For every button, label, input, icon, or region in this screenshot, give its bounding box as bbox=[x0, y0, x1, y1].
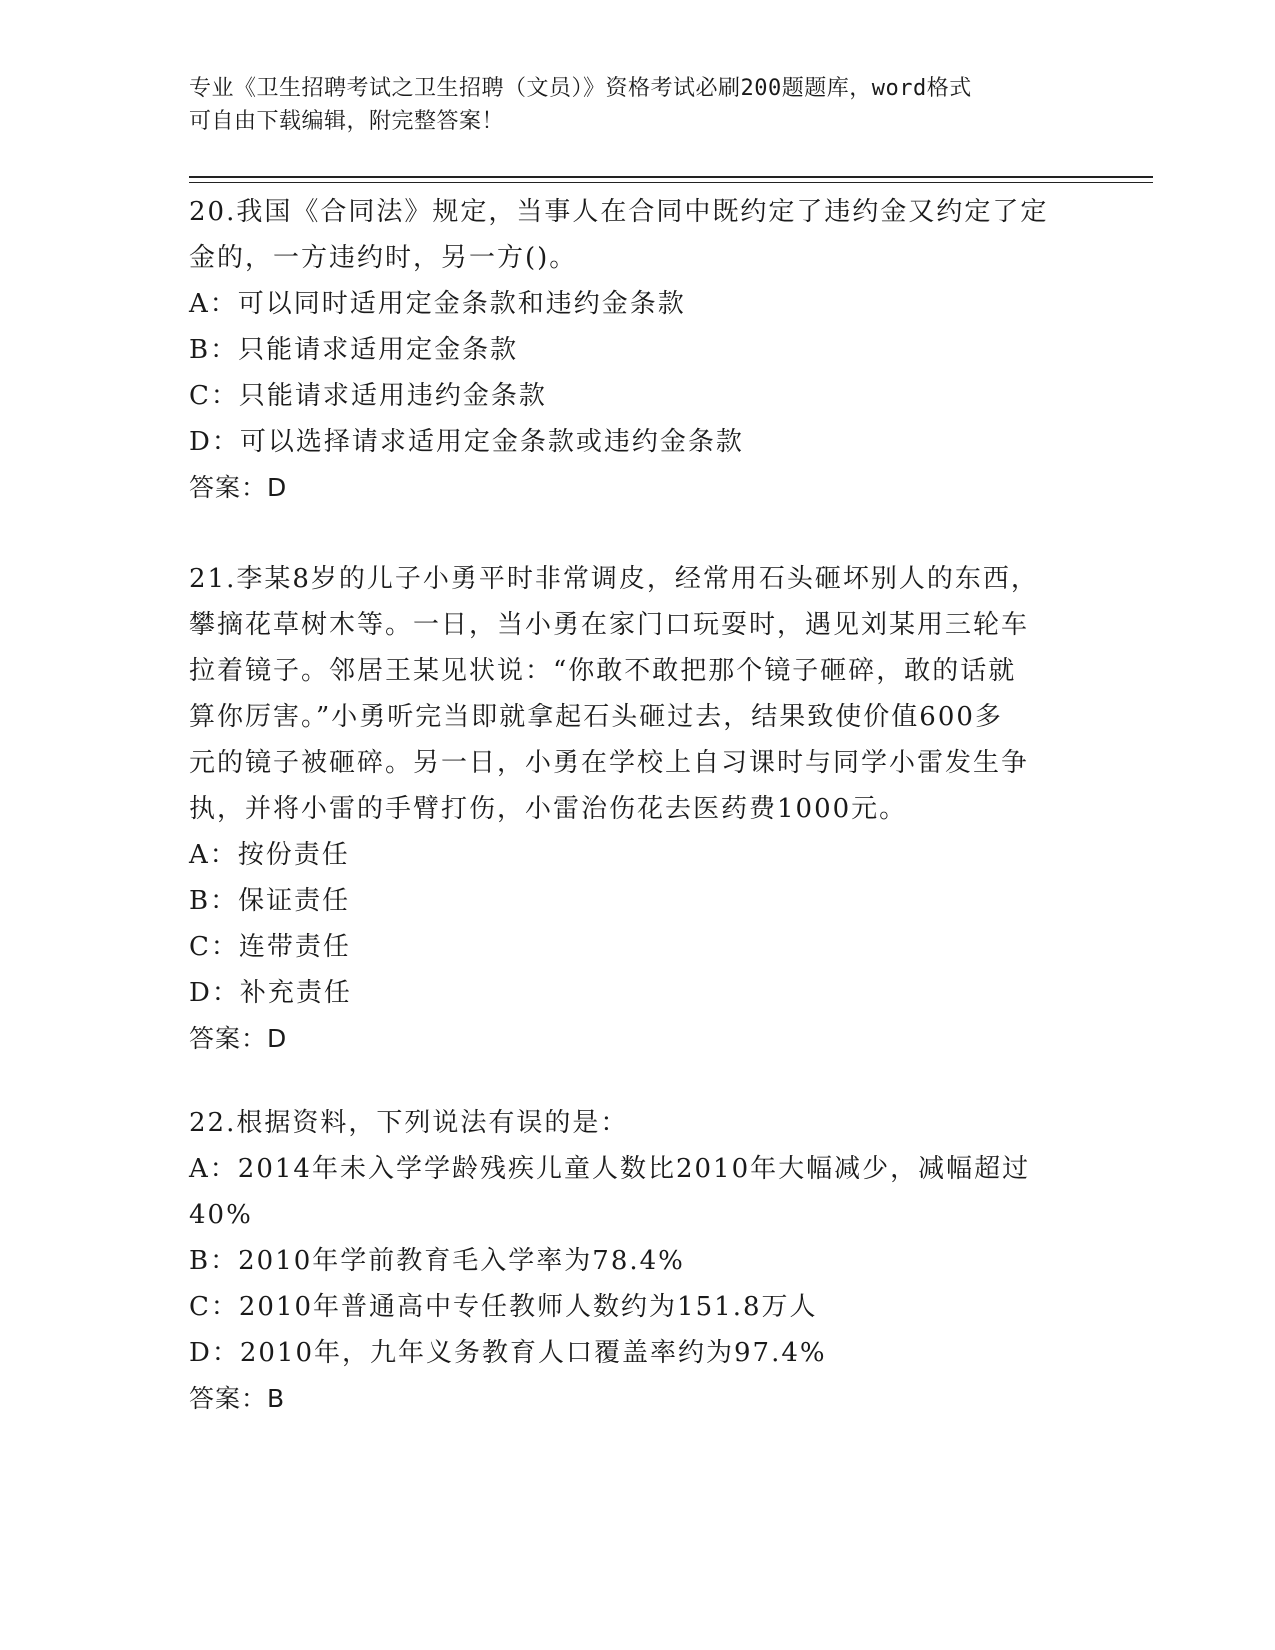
answer: 答案：D bbox=[189, 473, 288, 502]
question-21 bbox=[189, 556, 1089, 1062]
question-stem: 21.李某8岁的儿子小勇平时非常调皮，经常用石头砸坏别人的东西， bbox=[189, 564, 1039, 594]
document-header bbox=[189, 72, 1089, 138]
option-c: C：连带责任 bbox=[189, 932, 351, 962]
question-stem: 攀摘花草树木等。一日，当小勇在家门口玩耍时，遇见刘某用三轮车 bbox=[189, 610, 1030, 640]
option-d: D：2010年，九年义务教育人口覆盖率约为97.4% bbox=[189, 1338, 827, 1368]
answer: 答案：D bbox=[189, 1024, 288, 1053]
header-line-2: 可自由下载编辑，附完整答案！ bbox=[189, 109, 505, 134]
option-a: A：可以同时适用定金条款和违约金条款 bbox=[189, 289, 686, 319]
answer: 答案：B bbox=[189, 1384, 286, 1413]
question-stem: 执，并将小雷的手臂打伤，小雷治伤花去医药费1000元。 bbox=[189, 794, 908, 824]
option-a: A：按份责任 bbox=[189, 840, 350, 870]
question-22 bbox=[189, 1100, 1089, 1422]
header-divider-thin bbox=[189, 182, 1153, 183]
question-stem: 22.根据资料，下列说法有误的是： bbox=[189, 1108, 629, 1138]
option-a-continued: 40% bbox=[189, 1200, 253, 1230]
option-d: D：可以选择请求适用定金条款或违约金条款 bbox=[189, 427, 744, 457]
option-b: B：2010年学前教育毛入学率为78.4% bbox=[189, 1246, 685, 1276]
option-b: B：保证责任 bbox=[189, 886, 351, 916]
option-c: C：只能请求适用违约金条款 bbox=[189, 381, 547, 411]
option-b: B：只能请求适用定金条款 bbox=[189, 335, 519, 365]
question-stem: 20.我国《合同法》规定，当事人在合同中既约定了违约金又约定了定 bbox=[189, 197, 1049, 227]
header-line-1: 专业《卫生招聘考试之卫生招聘（文员）》资格考试必刷200题题库，word格式 bbox=[189, 76, 972, 101]
question-stem: 算你厉害。”小勇听完当即就拿起石头砸过去，结果致使价值600多 bbox=[189, 702, 1003, 732]
option-c: C：2010年普通高中专任教师人数约为151.8万人 bbox=[189, 1292, 818, 1322]
option-a: A：2014年未入学学龄残疾儿童人数比2010年大幅减少，减幅超过 bbox=[189, 1154, 1031, 1184]
question-stem: 金的，一方违约时，另一方()。 bbox=[189, 243, 578, 273]
question-stem: 拉着镜子。邻居王某见状说：“你敢不敢把那个镜子砸碎，敢的话就 bbox=[189, 656, 1017, 686]
question-20 bbox=[189, 189, 1089, 511]
option-d: D：补充责任 bbox=[189, 978, 352, 1008]
header-divider-thick bbox=[189, 176, 1153, 178]
question-stem: 元的镜子被砸碎。另一日，小勇在学校上自习课时与同学小雷发生争 bbox=[189, 748, 1030, 778]
